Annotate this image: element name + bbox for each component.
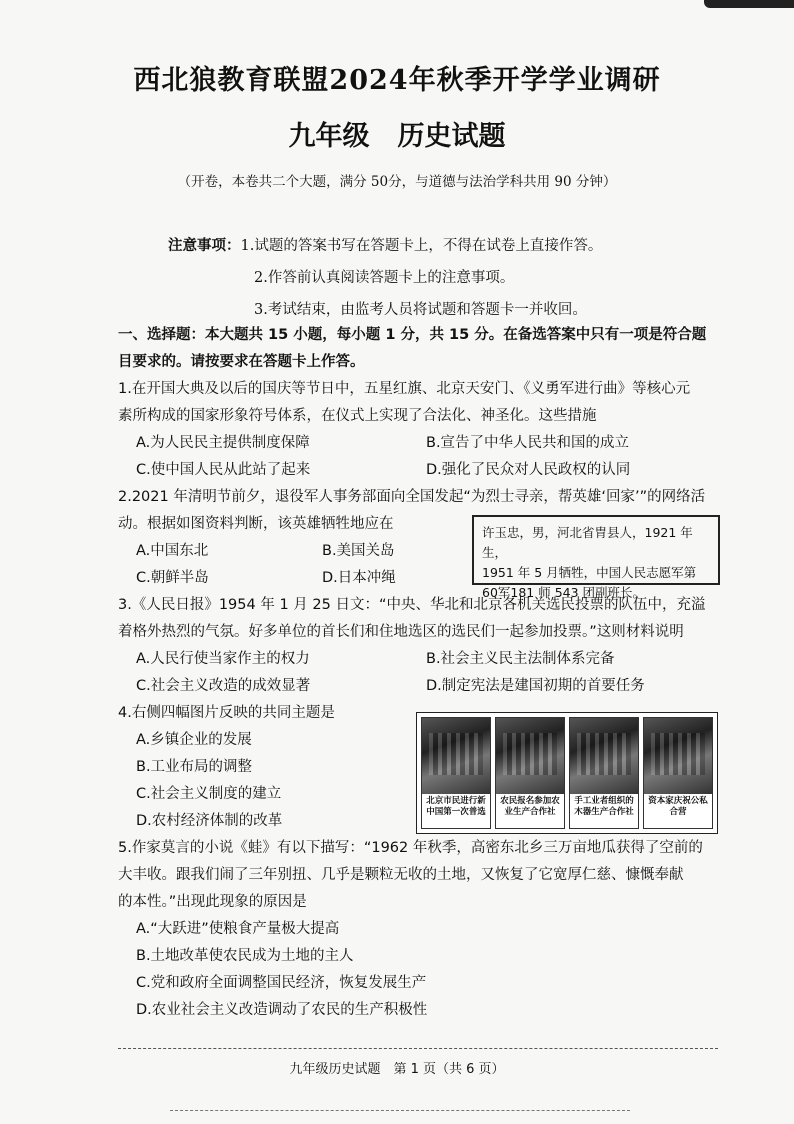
image-caption: 资本家庆祝公私合营 [648,796,708,817]
grade-label: 九年级 [288,121,370,152]
option-b: B.工业布局的调整 [136,759,253,775]
exam-subtitle [0,114,794,153]
footer-divider [118,1048,718,1049]
option-c: C.党和政府全面调整国民经济，恢复发展生产 [136,975,427,991]
corner-scan-mark [704,0,794,8]
option-c: C.使中国人民从此站了起来 [136,462,311,478]
question-stem: 的本性。”出现此现象的原因是 [118,894,307,910]
question-stem: 5.作家莫言的小说《蛙》有以下描写：“1962 年秋季，高密东北乡三万亩地瓜获得了空前的 [118,840,703,856]
subject-label: 历史试题 [397,121,506,152]
option-c: C.社会主义制度的建立 [136,786,282,802]
option-c: C.朝鲜半岛 [136,570,209,586]
notice-item: 1.试题的答案书写在答题卡上，不得在试卷上直接作答。 [240,238,603,254]
page-footer: 九年级历史试题 第 1 页（共 6 页） [289,1062,505,1077]
option-b: B.美国关岛 [322,543,395,559]
photo [570,718,638,794]
option-b: B.社会主义民主法制体系完备 [426,651,615,667]
notice-item: 2.作答前认真阅读答题卡上的注意事项。 [254,270,515,286]
option-d: D.农业社会主义改造调动了农民的生产积极性 [136,1002,428,1018]
notice-block [168,230,602,326]
option-c: C.社会主义改造的成效显著 [136,678,311,694]
option-d: D.强化了民众对人民政权的认同 [426,462,631,478]
option-a: A.人民行使当家作主的权力 [136,651,310,667]
material-line: 许玉忠，男，河北省胄县人，1921 年生， [482,525,693,560]
option-d: D.制定宪法是建国初期的首要任务 [426,678,645,694]
photo [644,718,712,794]
question-stem: 1.在开国大典及以后的国庆等节日中，五星红旗、北京天安门、《义勇军进行曲》等核心元 [118,381,691,397]
question-stem: 素所构成的国家形象符号体系，在仪式上实现了合法化、神圣化。这些措施 [118,408,597,424]
image-caption: 农民报名参加农业生产合作社 [500,796,560,817]
photo [422,718,490,794]
question-stem: 4.右侧四幅图片反映的共同主题是 [118,705,335,721]
q4-image-strip [416,712,718,834]
notice-label: 注意事项： [168,237,241,254]
option-a: A.中国东北 [136,543,209,559]
option-b: B.宣告了中华人民共和国的成立 [426,435,630,451]
option-d: D.农村经济体制的改革 [136,813,283,829]
question-1 [118,376,718,484]
option-a: A.乡镇企业的发展 [136,732,252,748]
question-3 [118,592,718,700]
image-caption: 手工业者组织的木器生产合作社 [574,796,634,817]
material-line: 1951 年 5 月牺牲，中国人民志愿军第 [482,565,697,580]
q4-image-2 [495,717,565,829]
option-a: A.“大跃进”使粮食产量极大提高 [136,921,340,937]
q4-image-4 [643,717,713,829]
question-5 [118,835,718,1024]
notice-item: 3.考试结束，由监考人员将试题和答题卡一并收回。 [254,302,587,318]
question-stem: 着格外热烈的气氛。好多单位的首长们和住地选区的选民们一起参加投票。”这则材料说明 [118,624,684,640]
option-b: B.土地改革使农民成为土地的主人 [136,948,354,964]
material-line: 60军181 师 543 团副班长。 [482,585,646,600]
question-stem: 3.《人民日报》1954 年 1 月 25 日文：“中央、华北和北京各机关选民投票的队伍中，充溢 [118,597,706,613]
question-stem: 大丰收。跟我们闹了三年别扭、几乎是颗粒无收的土地，又恢复了它宽厚仁慈、慷慨奉献 [118,867,684,883]
option-a: A.为人民民主提供制度保障 [136,435,310,451]
exam-title: 西北狼教育联盟2024年秋季开学学业调研 [133,65,661,96]
section-heading: 一、选择题：本大题共 15 小题，每小题 1 分，共 15 分。在备选答案中只有一项是符合题 [118,327,707,343]
q2-material-box [472,515,720,600]
image-caption: 北京市民进行新中国第一次普选 [426,796,486,817]
question-stem: 动。根据如图资料判断，该英雄牺牲地应在 [118,516,394,532]
section-heading: 目要求的。请按要求在答题卡上作答。 [118,354,365,370]
q4-image-1 [421,717,491,829]
option-d: D.日本冲绳 [322,570,396,586]
bottom-divider [170,1110,630,1111]
q4-image-3 [569,717,639,829]
questions-area [118,322,718,1024]
exam-note: （开卷，本卷共二个大题，满分 50分，与道德与法治学科共用 90 分钟） [177,174,617,190]
photo [496,718,564,794]
question-stem: 2.2021 年清明节前夕，退役军人事务部面向全国发起“为烈士寻亲，帮英雄‘回家’”的网络活 [118,489,706,505]
